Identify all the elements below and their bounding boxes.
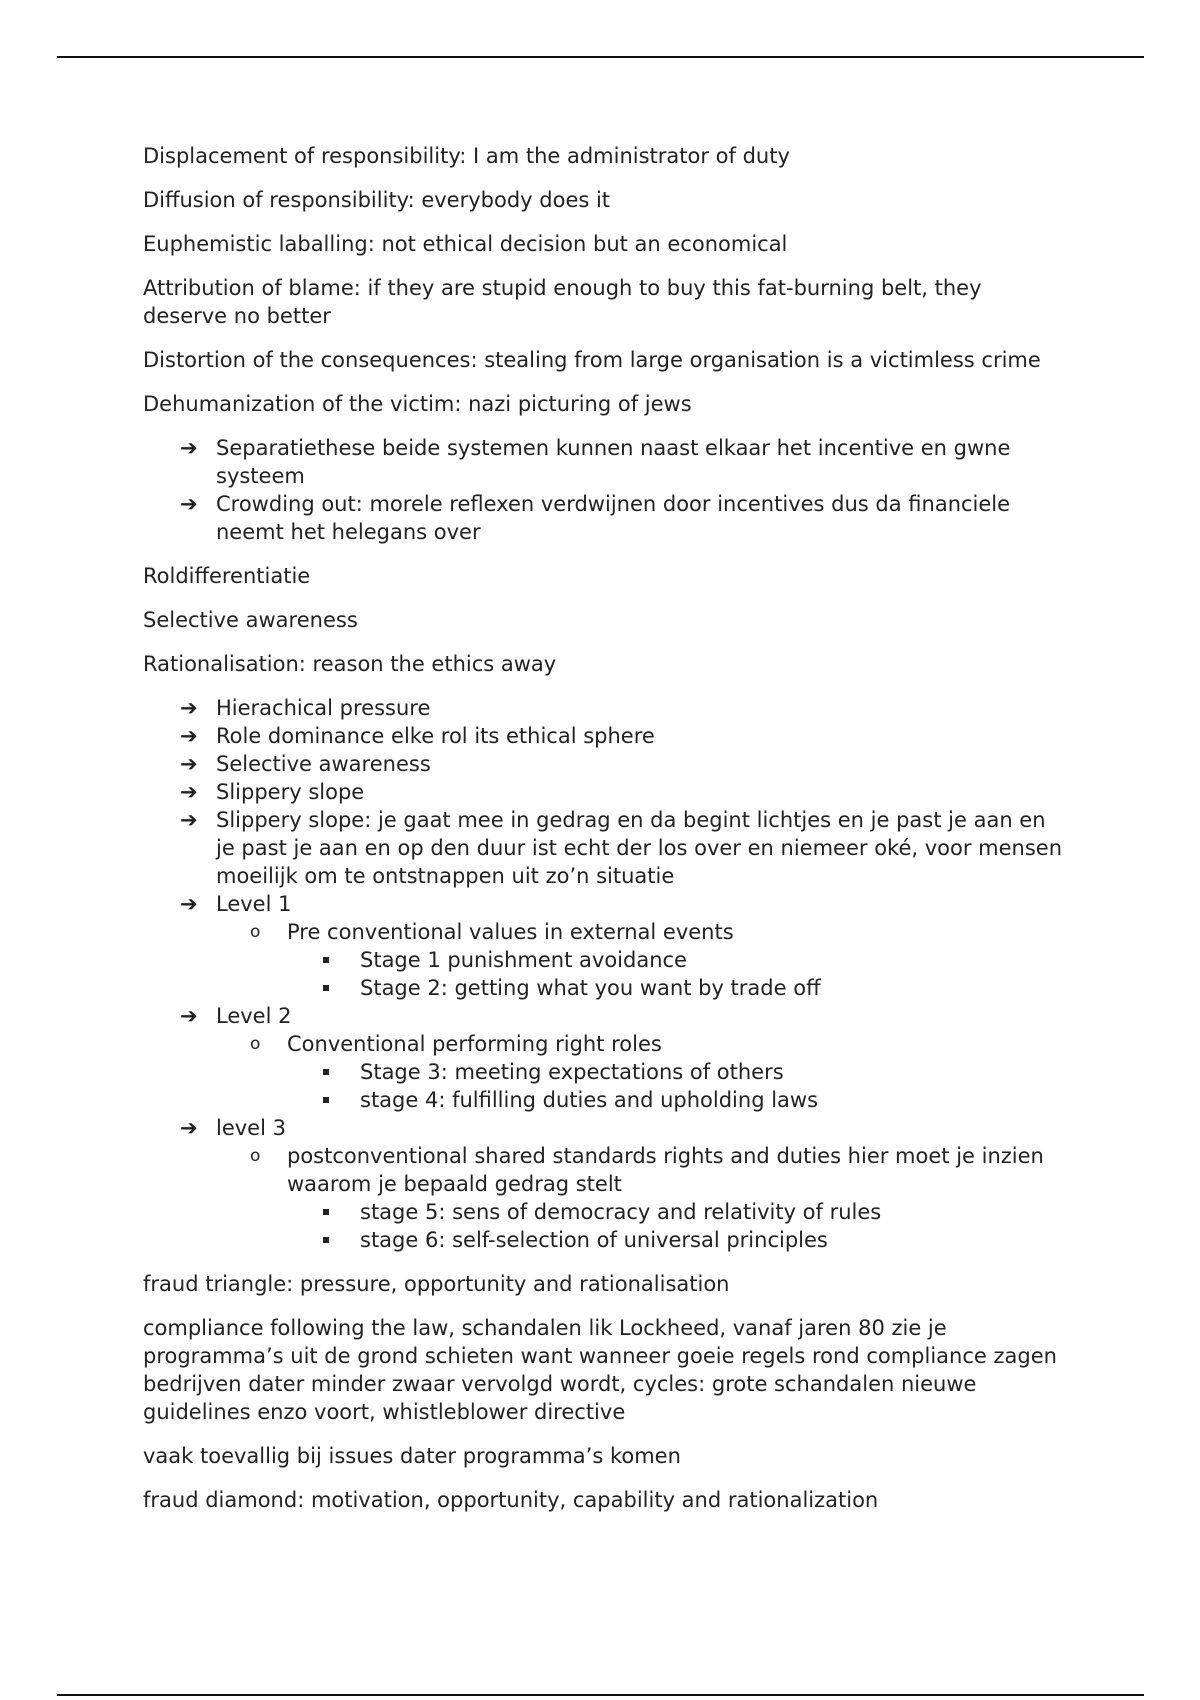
- sub-list: [216, 1030, 1063, 1114]
- list-item: [143, 694, 1063, 722]
- list-item-text: Crowding out: morele reflexen verdwijnen door incentives dus da financiele neemt het helegans over: [216, 492, 1011, 544]
- paragraph: fraud triangle: pressure, opportunity and rationalisation: [143, 1272, 730, 1296]
- list-item: [143, 434, 1063, 490]
- sub-item: [215, 918, 1063, 1002]
- circle-bullet-icon: o: [250, 1146, 261, 1166]
- arrow-bullet-icon: ➔: [180, 1116, 198, 1140]
- paragraph: Attribution of blame: if they are stupid enough to buy this fat-burning belt, they deserve no better: [143, 276, 982, 328]
- level-title: Level 1: [216, 892, 292, 916]
- square-bullet-icon: [323, 1237, 329, 1243]
- stage-list: [287, 946, 1063, 1002]
- stage-list: [287, 1058, 1063, 1114]
- stage-text: Stage 2: getting what you want by trade off: [360, 976, 821, 1000]
- arrow-bullet-icon: ➔: [180, 892, 198, 916]
- arrow-bullet-icon: ➔: [180, 752, 198, 776]
- list-item-text: Selective awareness: [216, 752, 431, 776]
- list-item: [143, 722, 1063, 750]
- paragraph: Diffusion of responsibility: everybody does it: [143, 188, 611, 212]
- arrow-bullet-icon: ➔: [180, 780, 198, 804]
- sub-list: [216, 918, 1063, 1002]
- sub-item: [215, 1142, 1063, 1254]
- arrow-bullet-icon: ➔: [180, 492, 198, 516]
- stage-list: [287, 1198, 1063, 1254]
- list-item-text: Role dominance elke rol its ethical sphere: [216, 724, 655, 748]
- stage-item: [287, 1198, 1063, 1226]
- square-bullet-icon: [323, 957, 329, 963]
- square-bullet-icon: [323, 1209, 329, 1215]
- stage-item: [287, 1086, 1063, 1114]
- paragraph: Rationalisation: reason the ethics away: [143, 652, 557, 676]
- arrow-bullet-icon: ➔: [180, 1004, 198, 1028]
- sub-item-text: postconventional shared standards rights and duties hier moet je inzien waarom je bepaald gedrag stelt: [287, 1144, 1044, 1196]
- arrow-bullet-icon: ➔: [180, 436, 198, 460]
- list-item: [143, 778, 1063, 806]
- paragraph: vaak toevallig bij issues dater programma’s komen: [143, 1444, 681, 1468]
- list-item: [143, 806, 1063, 890]
- paragraph: fraud diamond: motivation, opportunity, capability and rationalization: [143, 1488, 879, 1512]
- stage-text: stage 6: self-selection of universal principles: [360, 1228, 828, 1252]
- stage-text: stage 4: fulfilling duties and upholding laws: [360, 1088, 819, 1112]
- paragraph: Euphemistic laballing: not ethical decision but an economical: [143, 232, 788, 256]
- paragraph: Selective awareness: [143, 608, 358, 632]
- stage-text: Stage 1 punishment avoidance: [360, 948, 687, 972]
- stage-item: [287, 974, 1063, 1002]
- sub-item-text: Pre conventional values in external events: [287, 920, 734, 944]
- arrow-bullet-icon: ➔: [180, 696, 198, 720]
- footer-rule: [57, 1694, 1144, 1696]
- level-title: level 3: [216, 1116, 286, 1140]
- level-item: [143, 890, 1063, 1002]
- paragraph: compliance following the law, schandalen lik Lockheed, vanaf jaren 80 zie je programma’s uit de grond schieten want wanneer goeie regels rond compliance zagen bedrijven dater minder zwaar vervolgd wordt, cycles: grote schandalen nieuwe guidelines enzo voort, whistleblower directive: [143, 1316, 1057, 1424]
- paragraph: Displacement of responsibility: I am the administrator of duty: [143, 144, 790, 168]
- circle-bullet-icon: o: [250, 1034, 261, 1054]
- header-rule: [57, 56, 1144, 58]
- stage-item: [287, 946, 1063, 974]
- sub-item: [215, 1030, 1063, 1114]
- level-item: [143, 1002, 1063, 1114]
- list-item-text: Slippery slope: [216, 780, 365, 804]
- circle-bullet-icon: o: [250, 922, 261, 942]
- arrow-bullet-icon: ➔: [180, 724, 198, 748]
- level-title: Level 2: [216, 1004, 292, 1028]
- list-item: [143, 490, 1063, 546]
- sub-list: [216, 1142, 1063, 1254]
- square-bullet-icon: [323, 985, 329, 991]
- list-item-text: Hierachical pressure: [216, 696, 431, 720]
- stage-item: [287, 1226, 1063, 1254]
- square-bullet-icon: [323, 1069, 329, 1075]
- paragraph: Distortion of the consequences: stealing from large organisation is a victimless crime: [143, 348, 1041, 372]
- paragraph: Dehumanization of the victim: nazi picturing of jews: [143, 392, 692, 416]
- arrow-list: [143, 694, 1063, 1254]
- square-bullet-icon: [323, 1097, 329, 1103]
- document-body: [143, 142, 1063, 1530]
- arrow-list: [143, 434, 1063, 546]
- list-item-text: Slippery slope: je gaat mee in gedrag en da begint lichtjes en je past je aan en je past je aan en op den duur ist echt der los over en niemeer oké, voor mensen moeilijk om te ontstnappen uit zo’n situatie: [216, 808, 1063, 888]
- stage-text: Stage 3: meeting expectations of others: [360, 1060, 784, 1084]
- stage-text: stage 5: sens of democracy and relativity of rules: [360, 1200, 882, 1224]
- paragraph: Roldifferentiatie: [143, 564, 311, 588]
- arrow-bullet-icon: ➔: [180, 808, 198, 832]
- sub-item-text: Conventional performing right roles: [287, 1032, 662, 1056]
- stage-item: [287, 1058, 1063, 1086]
- level-item: [143, 1114, 1063, 1254]
- list-item: [143, 750, 1063, 778]
- list-item-text: Separatiethese beide systemen kunnen naast elkaar het incentive en gwne systeem: [216, 436, 1011, 488]
